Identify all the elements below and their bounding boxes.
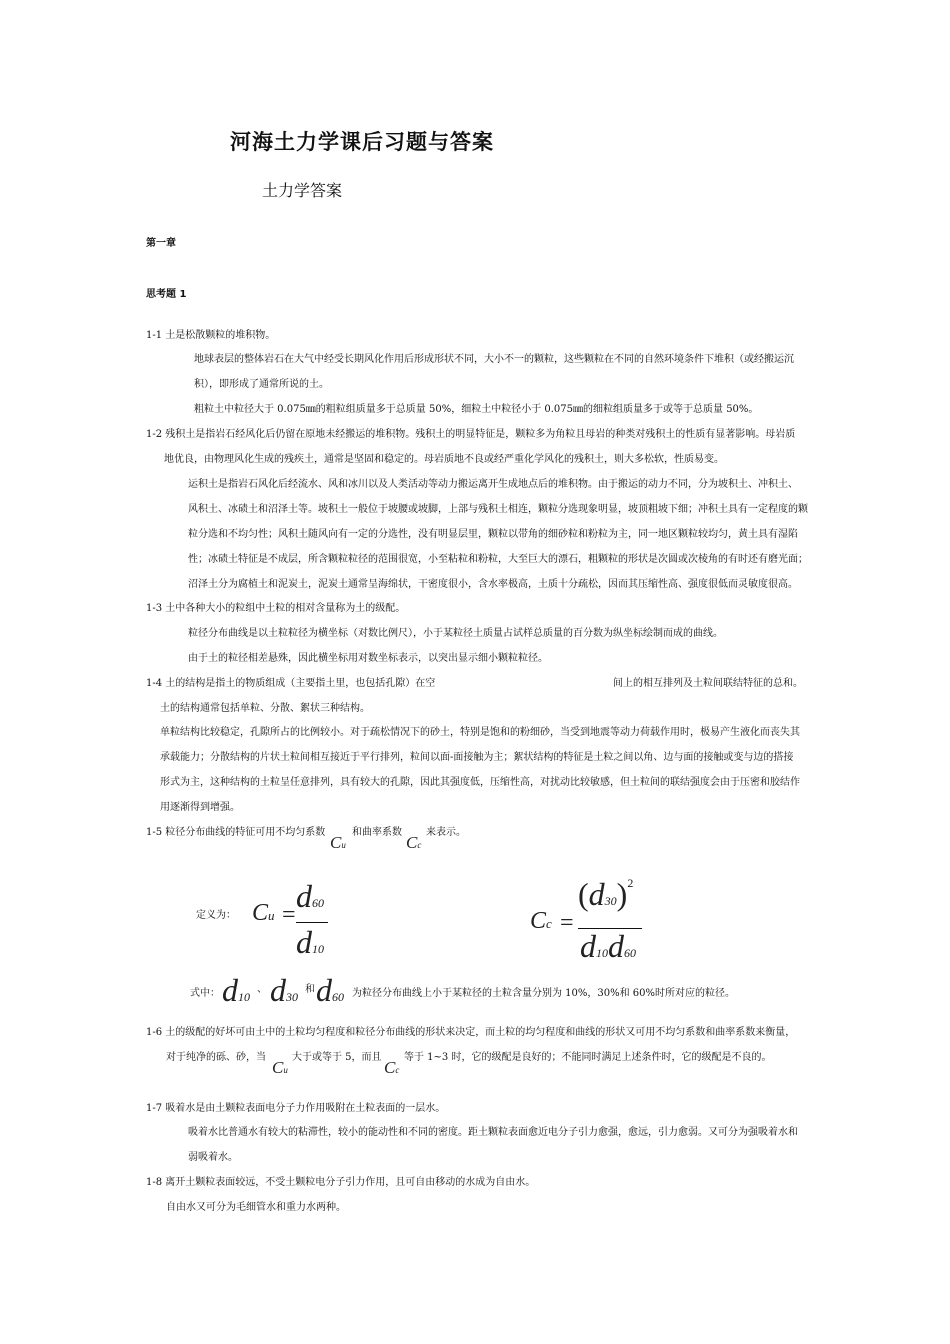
paragraph-line: 1-7 吸着水是由土颗粒表面电分子力作用吸附在土粒表面的一层水。 (146, 1103, 446, 1114)
formula-denominator: d10 (296, 924, 324, 960)
paragraph-line: 1-2 残积土是指岩石经风化后仍留在原地未经搬运的堆积物。残积土的明显特征是，颗粒多为角粒且母岩的种类对残积土的性质有显著影响。母岩质 (146, 429, 796, 440)
definition-label: 定义为： (196, 910, 236, 921)
paragraph-line: 风积土、冰碛土和沼泽土等。坡积土一般位于坡腰或坡脚，上部与残积土相连，颗粒分选现象明显，坡顶粗坡下细；冲积土具有一定程度的颗 (188, 504, 808, 515)
paragraph-line: 间上的相互排列及土粒间联结特征的总和。 (613, 678, 803, 689)
paragraph-line: 用逐渐得到增强。 (160, 802, 240, 813)
paragraph-line: 1-6 土的级配的好坏可由土中的土粒均匀程度和粒径分布曲线的形状来决定，而土粒的均匀程度和曲线的形状又可用不均匀系数和曲率系数来衡量， (146, 1027, 796, 1038)
paragraph-line: 1-4 土的结构是指土的物质组成（主要指土里，也包括孔隙）在空 (146, 678, 436, 689)
conjunction: 和 (305, 984, 315, 995)
paragraph-line: 来表示。 (426, 827, 466, 838)
formula-cc-lhs: Cc (530, 908, 552, 934)
paragraph-line: 1-1 土是松散颗粒的堆积物。 (146, 330, 276, 341)
paragraph-line: 承载能力；分散结构的片状土粒间相互接近于平行排列，粒间以面-面接触为主；絮状结构的特征是土粒之间以角、边与面的接触或变与边的搭接 (160, 752, 794, 763)
formula-equals: = (282, 902, 296, 928)
paragraph-line: 地优良，由物理风化生成的残疾土，通常是坚固和稳定的。母岩质地不良或经严重化学风化的残积土，则大多松软，性质易变。 (164, 454, 724, 465)
symbol-cc: Cc (384, 1058, 400, 1077)
fraction-bar (296, 922, 328, 923)
paragraph-line: 沼泽土分为腐植土和泥炭土，泥炭土通常呈海绵状，干密度很小，含水率极高，土质十分疏松，因而其压缩性高、强度很低而灵敏度很高。 (188, 579, 798, 590)
formula-denominator: d10d60 (580, 928, 636, 964)
symbol-d30: d30 (270, 972, 298, 1008)
paragraph-line: 由于土的粒径相差悬殊，因此横坐标用对数坐标表示，以突出显示细小颗粒粒径。 (188, 653, 548, 664)
paragraph-line: 1-3 土中各种大小的粒组中土粒的相对含量称为土的级配。 (146, 603, 406, 614)
paragraph-line: 吸着水比普通水有较大的粘滞性，较小的能动性和不同的密度。距土颗粒表面愈近电分子引力愈强，愈远，引力愈弱。又可分为强吸着水和 (188, 1127, 798, 1138)
paragraph-line: 土的结构通常包括单粒、分散、絮状三种结构。 (160, 703, 370, 714)
paragraph-line: 粒分选和不均匀性；风积土随风向有一定的分选性，没有明显层里，颗粒以带角的细砂粒和粉粒为主，同一地区颗粒较均匀，黄土具有湿陷 (188, 529, 798, 540)
symbol-cu: Cu (272, 1058, 288, 1077)
separator: 、 (257, 984, 267, 995)
paragraph-line: 形式为主，这种结构的土粒呈任意排列，具有较大的孔隙，因此其强度低，压缩性高，对扰动比较敏感，但土粒间的联结强度会由于压密和胶结作 (160, 777, 800, 788)
formula-numerator: d60 (296, 878, 324, 914)
page-title: 河海土力学课后习题与答案 (230, 129, 494, 154)
paragraph-line: 地球表层的整体岩石在大气中经受长期风化作用后形成形状不同，大小不一的颗粒，这些颗粒在不同的自然环境条件下堆积（或经搬运沉 (194, 354, 794, 365)
section-heading: 思考题 1 (146, 289, 187, 300)
paragraph-line: 1-8 离开土颗粒表面较远，不受土颗粒电分子引力作用，且可自由移动的水成为自由水。 (146, 1177, 536, 1188)
formula-numerator: $(d30)^2$ (578, 876, 634, 912)
formula-equals: = (560, 910, 574, 936)
page-subtitle: 土力学答案 (262, 181, 343, 200)
paragraph-line: 为粒径分布曲线上小于某粒径的土粒含量分别为 10%，30%和 60%时所对应的粒径。 (352, 988, 736, 999)
symbol-cc: Cc (406, 833, 422, 852)
paragraph-line: 单粒结构比较稳定，孔隙所占的比例较小。对于疏松情况下的砂土，特别是饱和的粉细砂，当受到地震等动力荷载作用时，极易产生液化而丧失其 (160, 727, 800, 738)
paragraph-line: 等于 1~3 时，它的级配是良好的；不能同时满足上述条件时，它的级配是不良的。 (404, 1052, 772, 1063)
paragraph-line: 粗粒土中粒径大于 0.075㎜的粗粒组质量多于总质量 50%，细粒土中粒径小于 0.075㎜的细粒组质量多于或等于总质量 50%。 (194, 404, 759, 415)
paragraph-line: 大于或等于 5，而且 (292, 1052, 382, 1063)
symbol-cu: Cu (330, 833, 346, 852)
paragraph-line: 和曲率系数 (352, 827, 402, 838)
symbol-d60: d60 (316, 972, 344, 1008)
paragraph-line: 运积土是指岩石风化后经流水、风和冰川以及人类活动等动力搬运离开生成地点后的堆积物。由于搬运的动力不同，分为坡积土、冲积土、 (188, 479, 798, 490)
paragraph-line: 积），即形成了通常所说的土。 (194, 379, 329, 390)
paragraph-line: 弱吸着水。 (188, 1152, 238, 1163)
paragraph-line: 对于纯净的砾、砂，当 (166, 1052, 266, 1063)
symbol-d10: d10 (222, 972, 250, 1008)
paragraph-line: 式中： (190, 988, 220, 999)
chapter-heading: 第一章 (146, 238, 176, 249)
formula-cu-lhs: Cu (252, 900, 275, 926)
paragraph-line: 粒径分布曲线是以土粒粒径为横坐标（对数比例尺），小于某粒径土质量占试样总质量的百分数为纵坐标绘制而成的曲线。 (188, 628, 723, 639)
paragraph-line: 自由水又可分为毛细管水和重力水两种。 (166, 1202, 346, 1213)
paragraph-line: 1-5 粒径分布曲线的特征可用不均匀系数 (146, 827, 326, 838)
paragraph-line: 性；冰碛土特征是不成层，所含颗粒粒径的范围很宽，小至粘粒和粉粒，大至巨大的漂石，粗颗粒的形状是次圆或次棱角的有时还有磨光面； (188, 554, 808, 565)
